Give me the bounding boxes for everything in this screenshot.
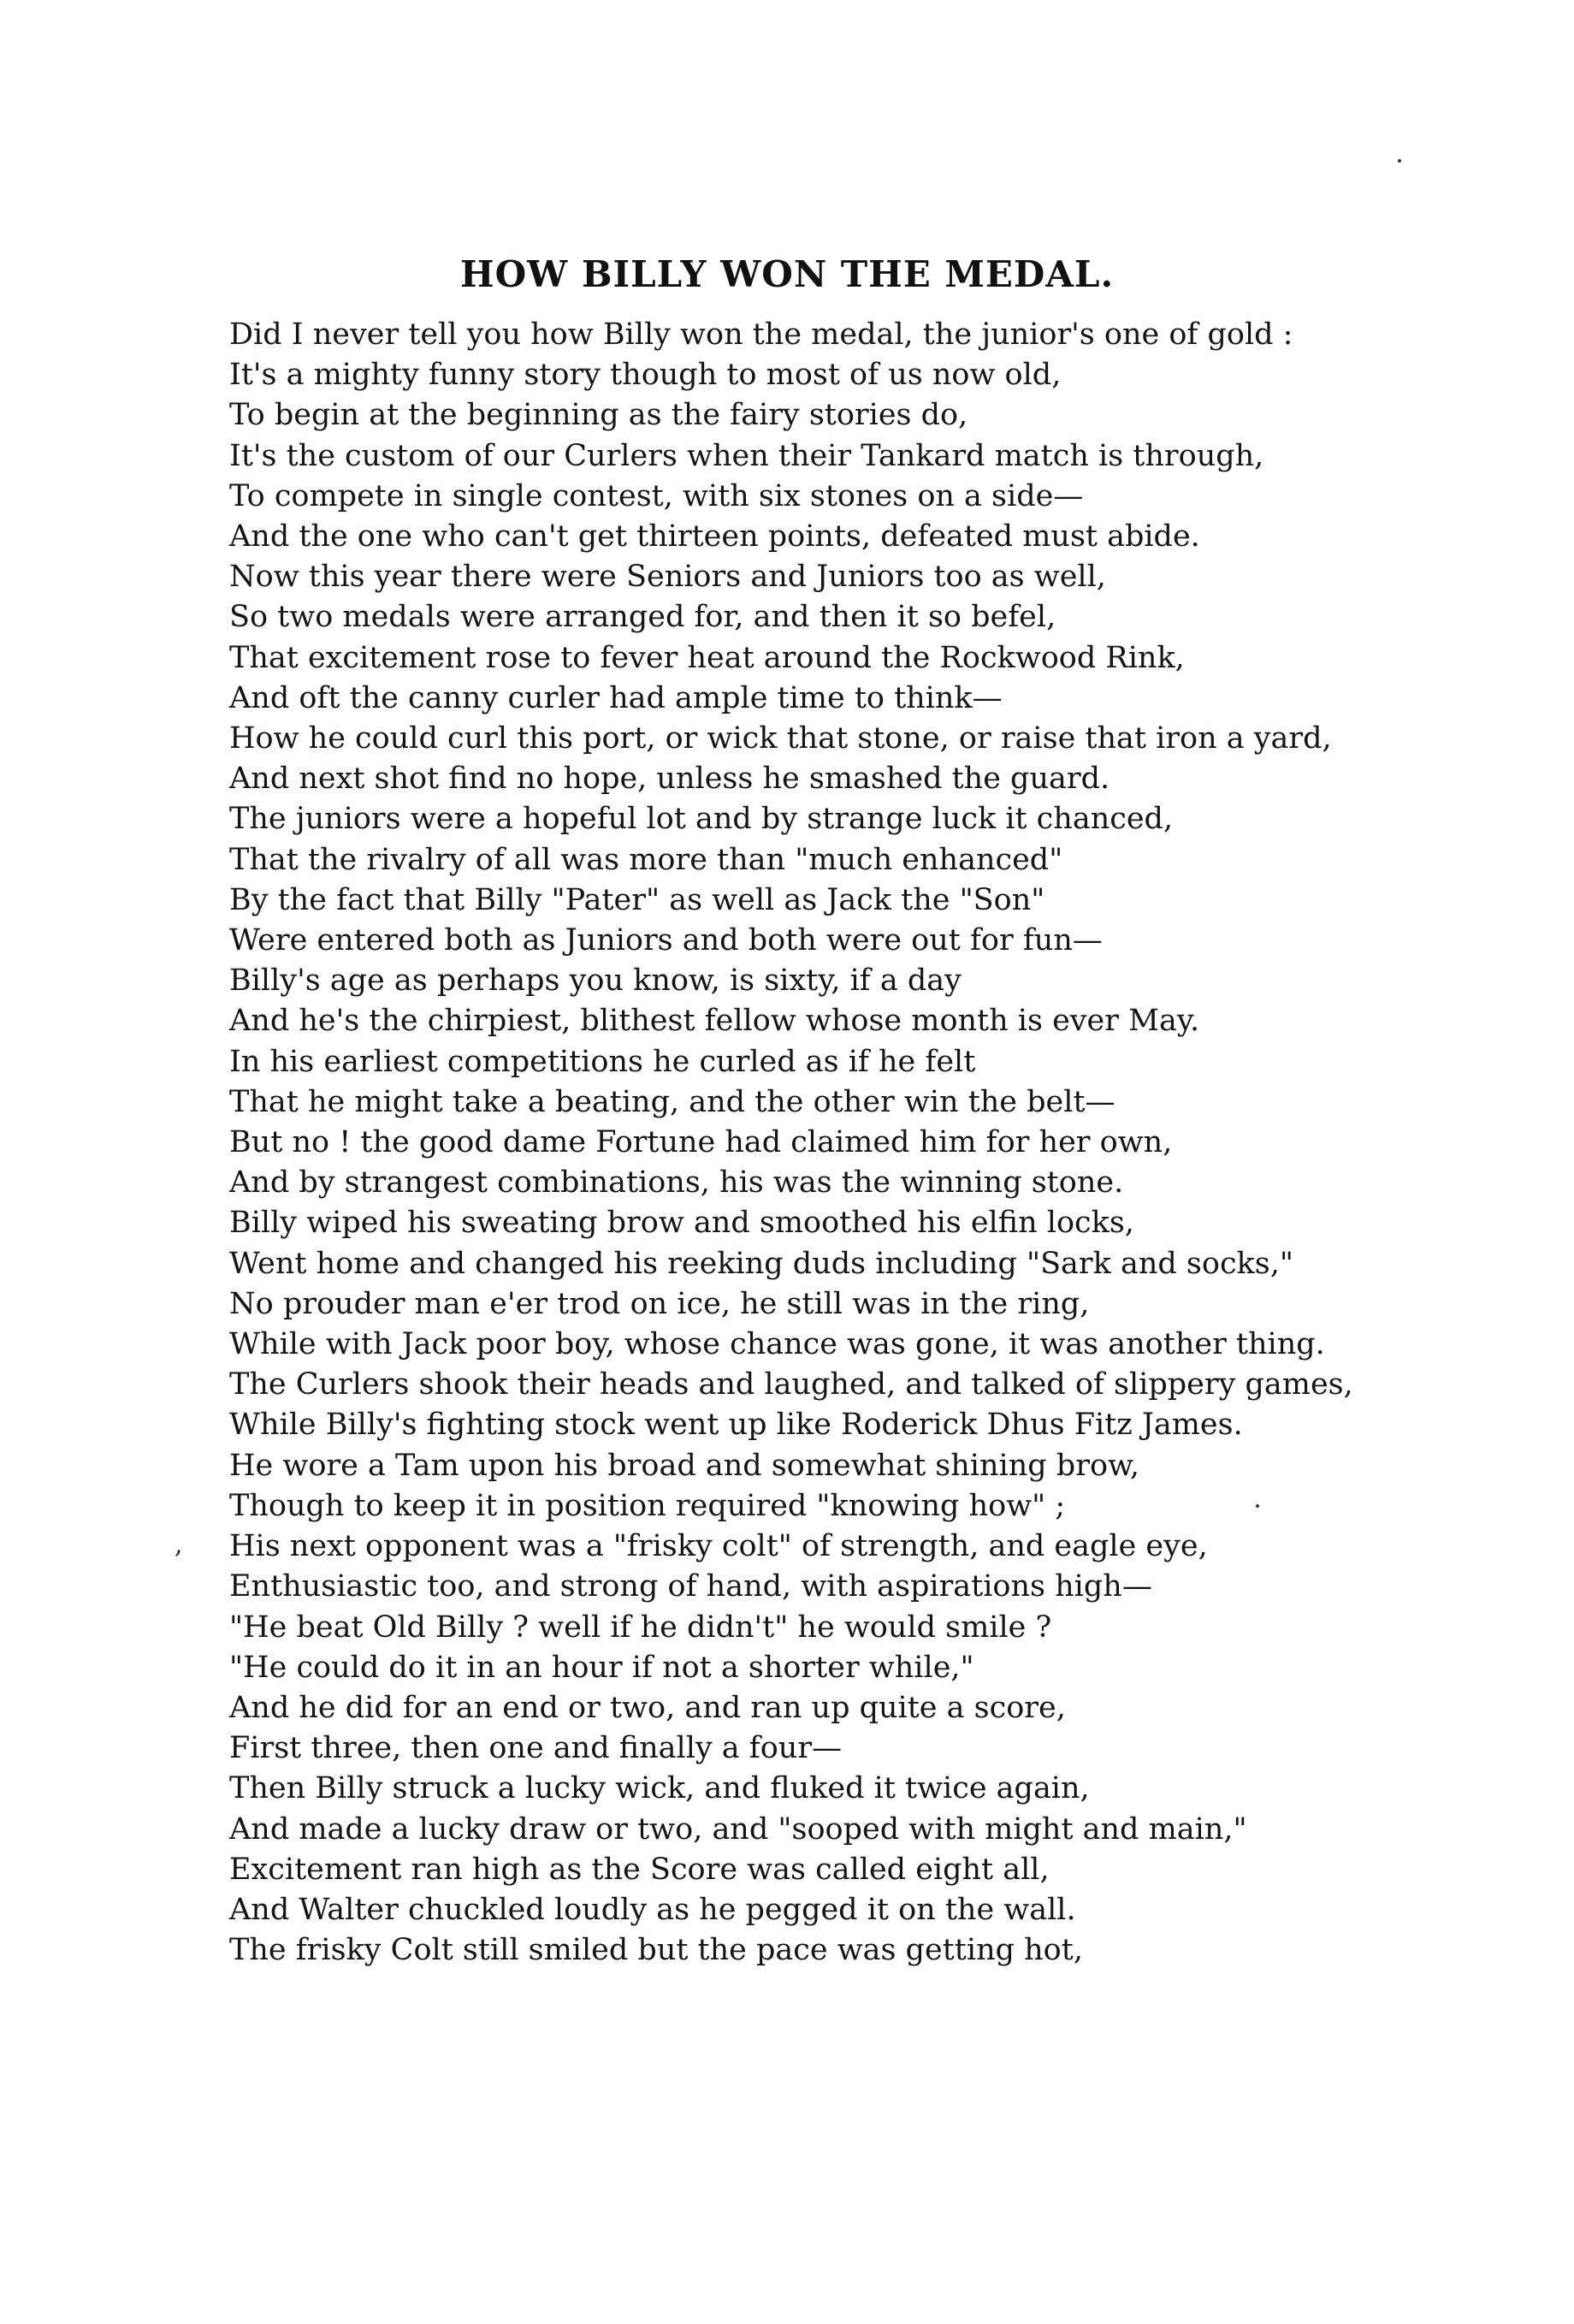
poem-line: It's the custom of our Curlers when their Tankard match is through, xyxy=(229,438,1264,473)
poem-line: And he did for an end or two, and ran up quite a score, xyxy=(229,1690,1066,1725)
poem-line: Went home and changed his reeking duds including "Sark and socks," xyxy=(229,1246,1293,1281)
poem-line: His next opponent was a "frisky colt" of strength, and eagle eye, xyxy=(229,1529,1208,1564)
poem-line: And the one who can't get thirteen points, defeated must abide. xyxy=(229,519,1200,554)
poem-line: He wore a Tam upon his broad and somewhat shining brow, xyxy=(229,1448,1139,1483)
poem-line: Enthusiastic too, and strong of hand, with aspirations high— xyxy=(229,1569,1152,1604)
poem-line: Now this year there were Seniors and Juniors too as well, xyxy=(229,560,1106,595)
poem-line: While with Jack poor boy, whose chance was gone, it was another thing. xyxy=(229,1327,1325,1362)
poem-line: In his earliest competitions he curled as if he felt xyxy=(229,1044,976,1079)
poem-line: No prouder man e'er trod on ice, he still was in the ring, xyxy=(229,1286,1090,1321)
print-speck xyxy=(1256,1504,1259,1508)
poem-line: The Curlers shook their heads and laughed, and talked of slippery games, xyxy=(229,1367,1353,1402)
poem-body xyxy=(229,315,1487,1971)
poem-line: And next shot find no hope, unless he smashed the guard. xyxy=(229,762,1110,797)
poem-line: Excitement ran high as the Score was called eight all, xyxy=(229,1852,1050,1887)
poem-line: And by strangest combinations, his was the winning stone. xyxy=(229,1165,1124,1201)
poem-line: That the rivalry of all was more than "much enhanced" xyxy=(229,842,1063,877)
poem-line: By the fact that Billy "Pater" as well as Jack the "Son" xyxy=(229,882,1045,917)
poem-line: It's a mighty funny story though to most of us now old, xyxy=(229,358,1062,393)
poem-title: HOW BILLY WON THE MEDAL. xyxy=(459,253,1115,295)
poem-line: "He could do it in an hour if not a shorter while," xyxy=(229,1650,974,1685)
poem-line: That excitement rose to fever heat around the Rockwood Rink, xyxy=(229,640,1185,675)
poem-line: Though to keep it in position required "knowing how" ; xyxy=(229,1488,1066,1523)
poem-line: Did I never tell you how Billy won the medal, the junior's one of gold : xyxy=(229,317,1293,352)
poem-line: The juniors were a hopeful lot and by strange luck it chanced, xyxy=(229,802,1174,837)
poem-line: To begin at the beginning as the fairy stories do, xyxy=(229,398,968,433)
poem-line: How he could curl this port, or wick that stone, or raise that iron a yard, xyxy=(229,721,1332,756)
poem-line: Billy wiped his sweating brow and smoothed his elfin locks, xyxy=(229,1206,1134,1241)
poem-line: To compete in single contest, with six stones on a side— xyxy=(229,478,1084,513)
poem-line: So two medals were arranged for, and then it so befel, xyxy=(229,600,1056,635)
poem-line: Then Billy struck a lucky wick, and fluked it twice again, xyxy=(229,1771,1090,1806)
poem-line: Billy's age as perhaps you know, is sixty, if a day xyxy=(229,963,962,999)
poem-line: But no ! the good dame Fortune had claimed him for her own, xyxy=(229,1125,1173,1160)
poem-line: And oft the canny curler had ample time to think— xyxy=(229,680,1003,715)
poem-line: That he might take a beating, and the other win the belt— xyxy=(229,1084,1115,1119)
poem-line: Were entered both as Juniors and both were out for fun— xyxy=(229,923,1103,958)
margin-mark: , xyxy=(175,1530,183,1560)
poem-line: First three, then one and finally a four— xyxy=(229,1731,843,1766)
poem-line: And he's the chirpiest, blithest fellow whose month is ever May. xyxy=(229,1004,1200,1039)
poem-line: The frisky Colt still smiled but the pace was getting hot, xyxy=(229,1933,1083,1968)
poem-line: "He beat Old Billy ? well if he didn't" he would smile ? xyxy=(229,1610,1052,1645)
poem-line: While Billy's fighting stock went up like Roderick Dhus Fitz James. xyxy=(229,1408,1243,1443)
poem-line: And Walter chuckled loudly as he pegged it on the wall. xyxy=(229,1892,1076,1927)
print-speck xyxy=(1398,159,1401,163)
poem-line: And made a lucky draw or two, and "sooped with might and main," xyxy=(229,1811,1247,1847)
